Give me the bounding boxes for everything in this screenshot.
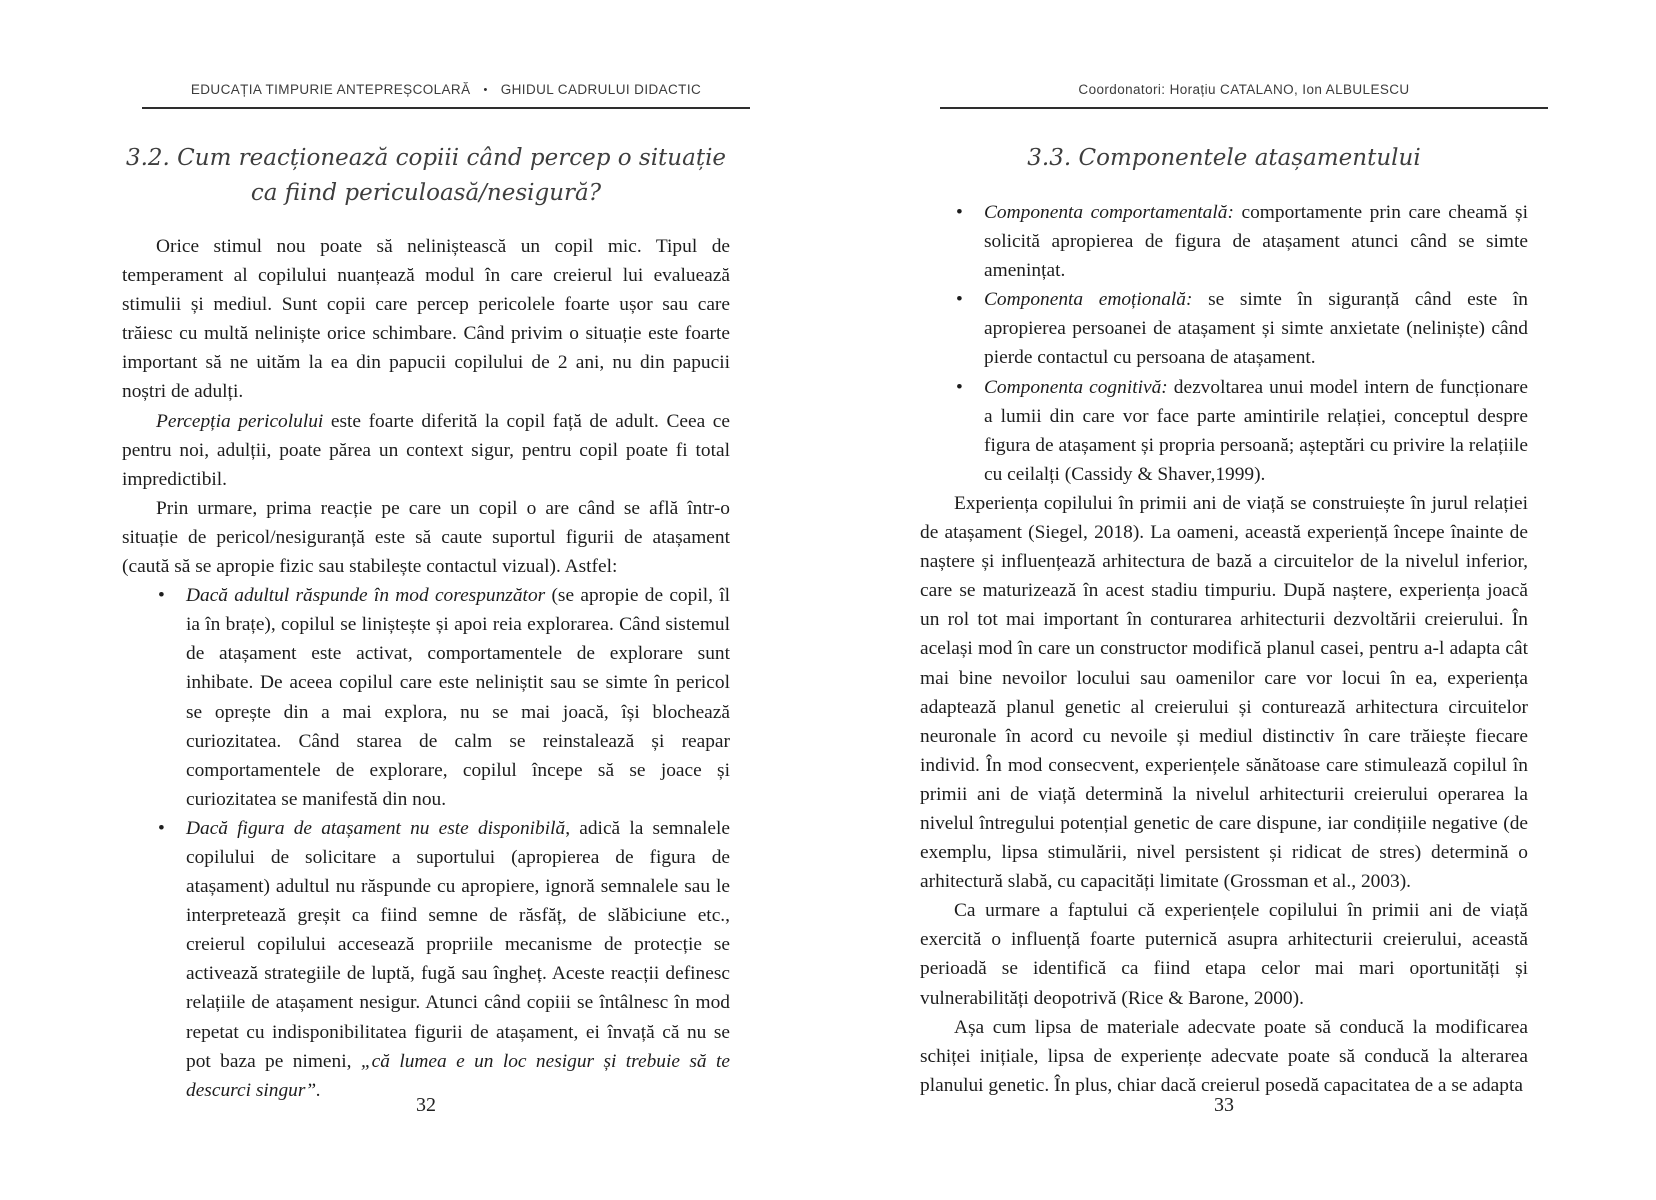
text-run: Ca urmare a faptului că experiențele copilului în primii ani de viață exercită o influență foarte puternică asupra arhitecturii creierului, această perioadă se identifică ca fiind etapa celor mai mari oportunități și vulnerabilități deopotrivă (Rice & Barone, 2000). [920, 900, 1528, 1009]
list-item [920, 285, 1528, 372]
italic-text-run: „că lumea e un loc nesigur și trebuie să te descurci singur”. [186, 1050, 731, 1101]
paragraph [122, 407, 730, 494]
text-run: se simte în siguranță când este în apropierea persoanei de atașament și simte anxietate (neliniște) când pierde contactul cu persoana de atașament. [984, 289, 1528, 369]
page-left-content [122, 141, 730, 1105]
section-title-3-2: 3.2. Cum reacționează copiii când percep o situație ca fiind periculoasă/nesigură? [125, 145, 727, 206]
running-header-left [142, 82, 750, 97]
text-run: comportamente prin care cheamă și solicită apropierea de figura de atașament atunci când se simte amenințat. [984, 202, 1528, 282]
list-item-text [984, 377, 1528, 485]
text-run: Experiența copilului în primii ani de viață se construiește în jurul relației de atașament (Siegel, 2018). La oameni, această experiență începe înainte de naștere și influențează arhitectura de bază a circuitelor de la nivelul inferior, care se maturizează în acest stadiu timpuriu. După naștere, experiența joacă un rol tot mai important în conturarea arhitecturii dezvoltării creierului. În același mod în care un constructor modifică planul casei, pentru a-l adapta cât mai bine nevoilor locului sau oamenilor care vor locui în ea, experiența adaptează planul genetic al creierului și conturează arhitectura circuitelor neuronale în acord cu nevoile și mediul distinctiv în care trăiește fiecare individ. În mod consecvent, experiențele sănătoase care stimulează copilul în primii ani de viață determină la nivelul arhitecturii creierului operarea la nivelul întregului potențial genetic de care dispune, iar condițiile negative (de exemplu, lipsa stimulării, nivel persistent și ridicat de stres) determină o arhitectură slabă, cu capacități limitate (Grossman et al., 2003). [920, 492, 1528, 893]
bullet-icon: • [956, 376, 963, 398]
text-run: dezvoltarea unui model intern de funcționare a lumii din care vor face parte amintirile relației, conceptul despre figura de atașament și propria persoană; așteptări cu privire la relațiile cu ceilalți (Cassidy & Shaver,1999). [984, 376, 1528, 485]
page-right-content [920, 141, 1528, 1100]
text-run: (se apropie de copil, îl ia în brațe), copilul se liniștește și apoi reia explorarea. Când sistemul de atașament este activat, comportamentele de explorare sunt inhibate. De aceea copilul care este neliniștit sau se simte în pericol se oprește din a mai explora, nu se mai joacă, își blochează curiozitatea. Când starea de calm se reinstalează și reapar comportamentele de explorare, copilul începe să se joace și curiozitatea se manifestă din nou. [186, 585, 730, 810]
italic-text-run: Componenta comportamentală: [984, 202, 1234, 223]
text-run: Așa cum lipsa de materiale adecvate poate să conducă la modificarea schiței inițiale, lipsa de experiențe adecvate poate să conducă la alterarea planului genetic. În plus, chiar dacă creierul posedă capacitatea de a se adapta [920, 1016, 1528, 1096]
text-run: , adică la semnalele copilului de solicitare a suportului (apropierea de figura de atașament) adultul nu răspunde cu apropiere, ignoră semnalele sau le interpretează greșit ca fiind semne de răsfăț, de slăbiciune etc., creierul copilului accesează propriile mecanisme de protecție se activează strategiile de luptă, fugă sau îngheț. Aceste reacții definesc relațiile de atașament nesigur. Atunci când copiii se întâlnesc în mod repetat cu indisponibilitatea figurii de atașament, ei învață că nu se pot baza pe nimeni, [186, 817, 731, 1072]
page-left-body-text [122, 232, 730, 1105]
italic-text-run: Dacă adultul răspunde în mod corespunzător [186, 585, 546, 607]
running-header-right [940, 82, 1548, 97]
separator-dot-icon: • [483, 84, 488, 96]
paragraph [122, 494, 730, 581]
list-item [920, 198, 1528, 285]
list-item-text [984, 289, 1528, 368]
list-item [122, 814, 730, 1105]
list-item [122, 581, 730, 814]
list-item-text [186, 585, 730, 810]
italic-text-run: Percepția pericolului [156, 410, 324, 432]
bullet-icon: • [158, 817, 165, 839]
page-right [920, 0, 1528, 1200]
paragraph [122, 232, 730, 407]
paragraph [920, 1013, 1528, 1100]
italic-text-run: Componenta emoțională: [984, 289, 1193, 311]
page-right-body-text [920, 198, 1528, 1100]
list-item-text [984, 202, 1528, 281]
running-header-subtitle: GHIDUL CADRULUI DIDACTIC [500, 82, 702, 97]
italic-text-run: Componenta cognitivă: [984, 376, 1168, 398]
header-rule-left [142, 107, 750, 109]
page-number-right: 33 [1214, 1094, 1234, 1116]
bullet-icon: • [956, 202, 963, 223]
text-run: este foarte diferită la copil față de adult. Ceea ce pentru noi, adulții, poate părea un context sigur, pentru copil poate fi total impredictibil. [122, 410, 730, 490]
paragraph [920, 896, 1528, 1012]
bullet-icon: • [158, 585, 165, 607]
bullet-icon: • [956, 289, 963, 311]
section-title-3-3: 3.3. Componentele atașamentului [1027, 145, 1421, 171]
text-run: Prin urmare, prima reacție pe care un copil o are când se află într-o situație de pericol/nesiguranță este să caute suportul figurii de atașament (caută să se apropie fizic sau stabilește contactul vizual). Astfel: [122, 497, 730, 578]
header-rule-right [940, 107, 1548, 109]
text-run: Orice stimul nou poate să neliniștească un copil mic. Tipul de temperament al copilului nuanțează modul în care creierul lui evaluează stimulii și mediul. Sunt copii care percep pericolele foarte ușor sau care trăiesc cu multă neliniște orice schimbare. Când privim o situație este foarte important să ne uităm la ea din papucii copilului de 2 ani, nu din papucii noștri de adulți. [122, 236, 730, 403]
running-header-book-title: EDUCAȚIA TIMPURIE ANTEPREȘCOLARĂ [190, 82, 471, 97]
page-left [122, 0, 730, 1200]
list-item [920, 373, 1528, 489]
page-number-left: 32 [416, 1094, 436, 1116]
paragraph [920, 489, 1528, 896]
list-item-text [186, 818, 730, 1101]
italic-text-run: Dacă figura de atașament nu este disponibilă [186, 817, 566, 839]
running-header-coordinators: Coordonatori: Horațiu CATALANO, Ion ALBULESCU [1078, 82, 1410, 97]
